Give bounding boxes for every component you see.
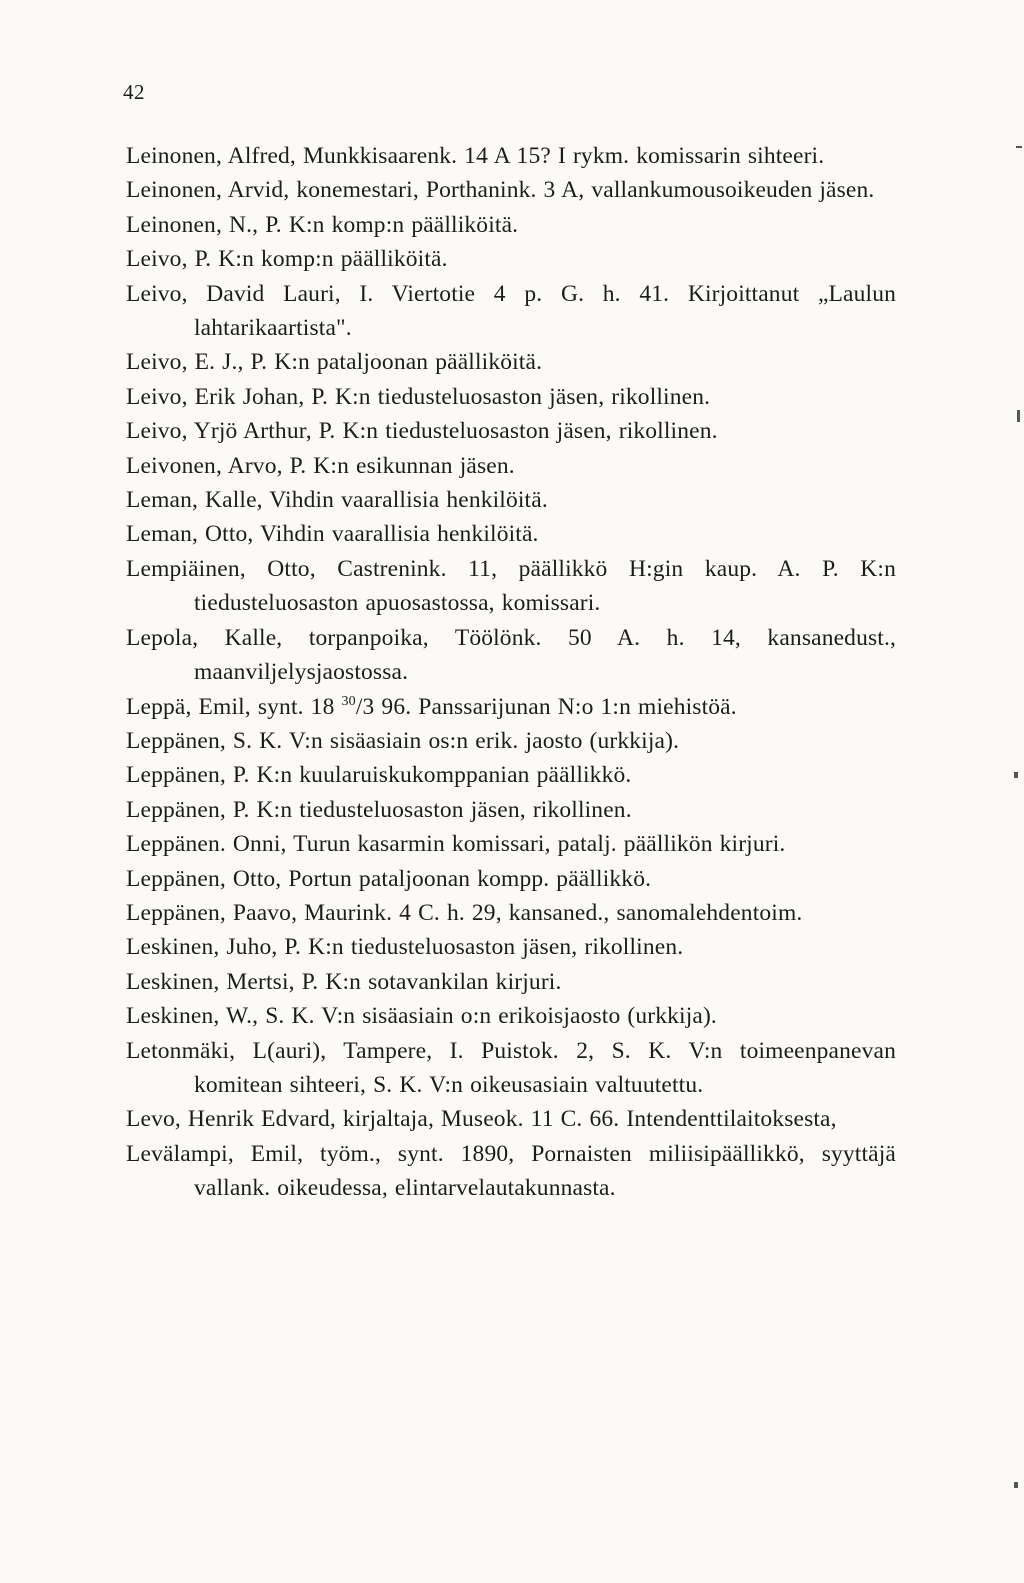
list-item: Lempiäinen, Otto, Castrenink. 11, päällikkö H:gin kaup. A. P. K:n tiedusteluosaston apuosastossa, komissari. — [126, 555, 896, 617]
page-number: 42 — [123, 80, 145, 104]
list-item: Leinonen, Alfred, Munkkisaarenk. 14 A 15? I rykm. komissarin sihteeri. — [126, 143, 825, 169]
list-item: Leivo, Yrjö Arthur, P. K:n tiedusteluosaston jäsen, rikollinen. — [126, 418, 718, 445]
scan-mark — [1014, 772, 1018, 778]
list-item: Leppänen, P. K:n tiedusteluosaston jäsen, rikollinen. — [126, 796, 632, 823]
list-item: Letonmäki, L(auri), Tampere, I. Puistok. 2, S. K. V:n toimeenpanevan komitean sihteeri, S. K. V:n oikeusasiain valtuutettu. — [126, 1037, 896, 1098]
list-item: Leivo, P. K:n komp:n päälliköitä. — [126, 246, 448, 273]
list-item: Leman, Kalle, Vihdin vaarallisia henkilöitä. — [126, 487, 548, 514]
list-item: Leinonen, Arvid, konemestari, Porthanink. 3 A, vallankumousoikeuden jäsen. — [126, 177, 875, 204]
list-item: Leskinen, Juho, P. K:n tiedusteluosaston jäsen, rikollinen. — [126, 934, 684, 961]
scan-mark — [1016, 146, 1022, 148]
list-item: Levälampi, Emil, työm., synt. 1890, Pornaisten miliisipäällikkö, syyttäjä vallank. oikeudessa, elintarvelautakunnasta. — [126, 1140, 896, 1202]
list-item: Levo, Henrik Edvard, kirjaltaja, Museok. 11 C. 66. Intendenttilaitoksesta, — [126, 1106, 837, 1133]
list-item: Leivo, David Lauri, I. Viertotie 4 p. G. h. 41. Kirjoittanut „Laulun lahtarikaartista". — [126, 280, 896, 342]
list-item: Leivo, Erik Johan, P. K:n tiedusteluosaston jäsen, rikollinen. — [126, 383, 711, 410]
list-item: Leman, Otto, Vihdin vaarallisia henkilöitä. — [126, 521, 539, 548]
list-item: Leppänen. Onni, Turun kasarmin komissari, patalj. päällikön kirjuri. — [126, 831, 786, 858]
entry-superscript: 30 — [341, 693, 356, 709]
list-item: Leskinen, W., S. K. V:n sisäasiain o:n erikoisjaosto (urkkija). — [126, 1003, 717, 1030]
entry-text-start: Leppä, Emil, synt. 18 — [126, 693, 342, 720]
list-item: Leppänen, S. K. V:n sisäasiain os:n erik. jaosto (urkkija). — [126, 727, 680, 754]
list-item: Leppänen, P. K:n kuularuiskukomppanian päällikkö. — [126, 762, 632, 789]
entry-list — [126, 139, 896, 1206]
list-item: Leppänen, Paavo, Maurink. 4 C. h. 29, kansaned., sanomalehdentoim. — [126, 899, 803, 926]
list-item — [126, 690, 896, 724]
list-item: Lepola, Kalle, torpanpoika, Töölönk. 50 A. h. 14, kansanedust., maanviljelysjaostossa. — [126, 624, 896, 686]
scan-mark — [1014, 1482, 1018, 1488]
entry-text-end: /3 96. Panssarijunan N:o 1:n miehistöä. — [355, 693, 737, 720]
list-item: Leivo, E. J., P. K:n pataljoonan päälliköitä. — [126, 349, 543, 376]
scan-mark — [1017, 410, 1020, 422]
list-item: Leppänen, Otto, Portun pataljoonan kompp. päällikkö. — [126, 865, 652, 892]
list-item: Leivonen, Arvo, P. K:n esikunnan jäsen. — [126, 452, 515, 479]
list-item: Leskinen, Mertsi, P. K:n sotavankilan kirjuri. — [126, 968, 562, 995]
list-item: Leinonen, N., P. K:n komp:n päälliköitä. — [126, 211, 519, 238]
